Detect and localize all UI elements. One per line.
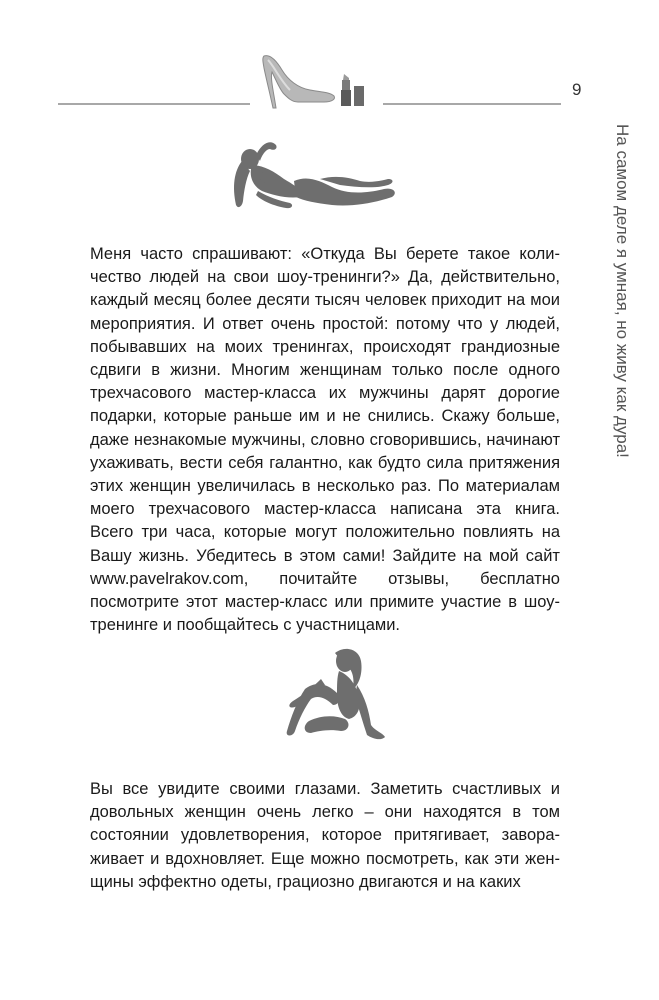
body-paragraph-2: Вы все увидите своими глазами. Заметить счастливых и довольных женщин очень легко – они находятся в том состоянии удовлетворения, которое притягивает, завораживает и вдохновляет. Еще можно посмотреть, как эти женщины эффектно одеты, грациозно двигаются и на каких — [90, 780, 560, 891]
body-paragraph-1: Меня часто спрашивают: «Откуда Вы берете такое количество людей на свои шоу-тренинги?» Да, действительно, каждый месяц более десяти тысяч человек приходит на мои мероприятия. И ответ очень простой: потому что у людей, побывавших на моих тренингах, происходят грандиозные сдвиги в жизни. Многим женщинам только после одного трехчасового мастер-класса их мужчины дарят дорогие подарки, которые раньше им и не снились. Скажу больше, даже незнакомые мужчины, словно сговорившись, начинают ухаживать, вести себя галантно, как будто сила притяжения этих женщин увеличилась в несколько раз. По материалам моего трехчасового мастер-класса написана эта книга. Всего три часа, которые могут положительно повлиять на Вашу жизнь. Убедитесь в этом сами! Зайдите на мой сайт www.pavelrakov.com, почитайте отзывы, бесплатно посмотрите этот мастер-класс или примите участие в шоу-тренинге и пообщайтесь с участницами. — [90, 245, 560, 635]
running-head: На самом деле я умная, но живу как дура! — [613, 124, 632, 458]
page-number: 9 — [572, 80, 582, 99]
stiletto-shoe-and-lipstick-icon — [258, 50, 368, 112]
header-rule-left — [58, 103, 250, 105]
sitting-woman-silhouette-icon — [265, 645, 387, 745]
reclining-woman-silhouette-icon — [228, 135, 400, 215]
header-rule-right — [383, 103, 561, 105]
